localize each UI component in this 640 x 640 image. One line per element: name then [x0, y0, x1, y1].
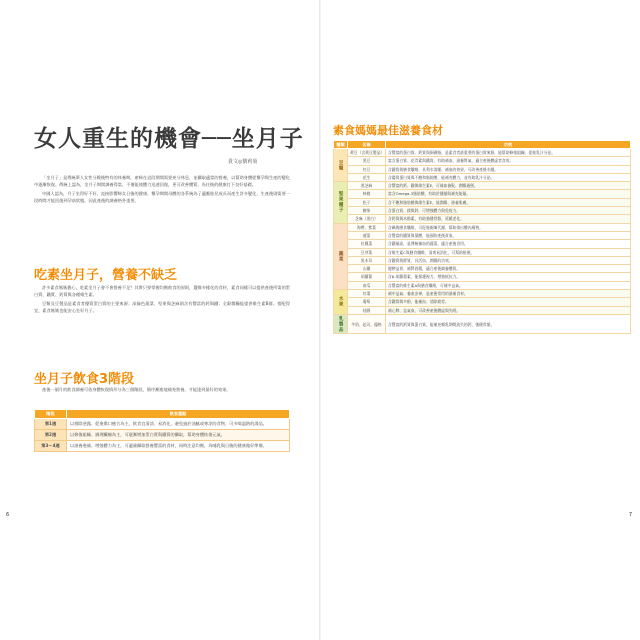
- section2-paragraph: 產後一個月的飲食調養可依身體恢復情形分為三個階段，循序漸進地補充營養，才能達到最好的效果。: [42, 387, 231, 392]
- ingredient-effect-cell: 含維生素C與膳食纖維，清爽易消化，可幫助排便。: [386, 248, 631, 256]
- section-heading-vegetarian: 吃素坐月子，營養不缺乏: [34, 268, 178, 283]
- ingredient-effect-cell: 含鐵質與膠質，具活血、潤腸的功效。: [386, 256, 631, 264]
- table-row: [334, 190, 631, 198]
- category-cell: 乳製品: [334, 314, 348, 334]
- ingredient-name-cell: 豆芽菜: [348, 248, 386, 256]
- right-page: [321, 0, 640, 640]
- category-cell: 堅果種子: [334, 182, 348, 223]
- category-cell: 豆類: [334, 149, 348, 182]
- category-cell: 蔬菜: [334, 223, 348, 289]
- ingredient-name-cell: 紅棗: [348, 290, 386, 298]
- category-col-header: 種類: [334, 141, 348, 149]
- section1-paragraph: 豆類及豆製品是素食者優質蛋白質的主要來源；深綠色蔬菜、堅果與芝麻則含有豐富的鈣與鐵；全穀雜糧能提供維生素B群。搭配得宜，素食媽媽也能安心坐好月子。: [34, 301, 290, 313]
- stage-table: [34, 409, 290, 452]
- section-heading-stages: 坐月子飲食3階段: [34, 372, 135, 387]
- table-row: [334, 290, 631, 298]
- intro-text: [34, 174, 290, 206]
- category-cell: 水果: [334, 290, 348, 315]
- table-row: [334, 182, 631, 190]
- ingredient-name-cell: 黑豆: [348, 157, 386, 165]
- ingredient-name-cell: 海帶、紫菜: [348, 223, 386, 231]
- table-row: [35, 419, 290, 430]
- focus-col-header: 飲食重點: [67, 410, 290, 419]
- desc-cell: 以排除惡露、促進傷口癒合為主，飲食宜清淡、易消化，避免過於油膩或寒涼的食物，可多喝溫熱的湯品。: [67, 419, 290, 430]
- ingredient-effect-cell: 含鐵量高，是傳統補血的蔬菜，適合產後食用。: [386, 240, 631, 248]
- ingredient-effect-cell: 富含Omega-3脂肪酸，有助於健腦與補充能量。: [386, 190, 631, 198]
- ingredient-name-cell: 花生: [348, 173, 386, 181]
- stage-col-header: 階段: [35, 410, 67, 419]
- section1-paragraph: 許多素食媽媽擔心，吃素坐月子會不會營養不足？其實只要掌握均衡飲食的原則，選擇多樣化的食材，素食同樣可以提供產後所需的蛋白質、鐵質、鈣質與各種維生素。: [34, 285, 290, 297]
- ingredient-name-cell: 桂圓: [348, 306, 386, 314]
- ingredient-effect-cell: 含豐富的鈣質與蛋白質，能補充哺乳期間流失的鈣，強健骨骼。: [386, 314, 631, 334]
- ingredient-effect-cell: 含豐富的鐵質與葉酸，能預防產後貧血。: [386, 231, 631, 239]
- ingredient-effect-cell: 含豐富的維生素A與膳食纖維，可補中益氣。: [386, 281, 631, 289]
- ingredient-name-cell: 葡萄: [348, 298, 386, 306]
- table-row: [334, 306, 631, 314]
- ingredient-effect-cell: 富含蛋白質、花青素與鐵質，有助補血、滋養腎氣，適合產後體虛者食用。: [386, 157, 631, 165]
- ingredient-name-cell: 山藥: [348, 265, 386, 273]
- ingredient-effect-cell: 含豐富的鈣、鐵與維生素E，可補血養髮、潤腸通便。: [386, 182, 631, 190]
- effect-col-header: 功效: [386, 141, 631, 149]
- stage-cell: 第3～4週: [35, 441, 67, 452]
- table-row: [334, 298, 631, 306]
- table-row: [334, 265, 631, 273]
- byline: 貴文◎劉莉菊: [228, 159, 258, 165]
- ingredient-effect-cell: 健脾益胃、補腎固精，適合產後調養體質。: [386, 265, 631, 273]
- ingredient-effect-cell: 補心脾、益氣血，可改善產後體虛與失眠。: [386, 306, 631, 314]
- ingredient-name-cell: 黃豆（含黃豆製品）: [348, 149, 386, 157]
- ingredient-effect-cell: 含β-胡蘿蔔素，能保護視力、增強抵抗力。: [386, 273, 631, 281]
- ingredient-name-cell: 紅鳳菜: [348, 240, 386, 248]
- stage-cell: 第2週: [35, 430, 67, 441]
- ingredient-name-cell: 黑芝麻: [348, 182, 386, 190]
- table-row: [35, 441, 290, 452]
- ingredient-name-cell: 松子: [348, 198, 386, 206]
- table-row: [334, 248, 631, 256]
- table-row: [35, 430, 290, 441]
- table-row: [334, 281, 631, 289]
- intro-paragraph: 中國人認為，月子坐得好不好，直接影響婦女日後的健康。懷孕期間母體的各系統為了適應胎兒成長而產生許多變化，生產後則需要一段時間才能回復到孕前狀態，因此產後的調養格外重要。: [34, 191, 290, 203]
- stage-cell: 第1週: [35, 419, 67, 430]
- ingredient-effect-cell: 含鐵質與多酚，能補血、消除疲勞。: [386, 298, 631, 306]
- table-row: [334, 157, 631, 165]
- ingredient-effect-cell: 含優質蛋白質與不飽和脂肪酸，能補充體力，並有助乳汁分泌。: [386, 173, 631, 181]
- ingredient-effect-cell: 含蛋白質、鎂與鋅，可增強體力與免疫力。: [386, 207, 631, 215]
- table-row: [334, 173, 631, 181]
- ingredient-name-cell: 紅豆: [348, 165, 386, 173]
- ingredients-table: [333, 140, 631, 334]
- ingredient-name-cell: 腰果: [348, 207, 386, 215]
- ingredient-name-cell: 牛奶、起司、優格: [348, 314, 386, 334]
- ingredient-effect-cell: 含碘與膳食纖維，可促進新陳代謝、幫助排出體內廢物。: [386, 223, 631, 231]
- ingredient-effect-cell: 含鈣質與木酚素，有助強健骨骼、延緩老化。: [386, 215, 631, 223]
- table-row: [334, 207, 631, 215]
- ingredient-name-cell: 黑木耳: [348, 256, 386, 264]
- page-number-left: 6: [6, 512, 10, 518]
- page-title: 女人重生的機會──坐月子: [34, 125, 304, 152]
- ingredient-effect-cell: 補中益氣、養血安神，是產後常用的滋補食材。: [386, 290, 631, 298]
- ingredient-name-cell: 南瓜: [348, 281, 386, 289]
- table-row: [334, 273, 631, 281]
- section1-text: [34, 284, 290, 316]
- table-row: [334, 231, 631, 239]
- ingredient-name-cell: 菠菜: [348, 231, 386, 239]
- table-row: [334, 215, 631, 223]
- section2-text: [34, 386, 290, 395]
- ingredient-name-cell: 芝麻（黑白）: [348, 215, 386, 223]
- table-row: [334, 240, 631, 248]
- desc-cell: 以修復組織、調理臟腑為主，可逐漸增加蛋白質與鐵質的攝取，幫助身體恢復元氣。: [67, 430, 290, 441]
- ingredients-heading: 素食媽媽最佳滋養食材: [333, 124, 443, 137]
- table-row: [334, 149, 631, 157]
- page-number-right: 7: [628, 512, 632, 518]
- table-row: [334, 256, 631, 264]
- name-col-header: 名稱: [348, 141, 386, 149]
- ingredient-name-cell: 核桃: [348, 190, 386, 198]
- table-row: [334, 198, 631, 206]
- ingredient-effect-cell: 含不飽和脂肪酸與維生素E，能潤腸、滋養肌膚。: [386, 198, 631, 206]
- desc-cell: 以滋養進補、增強體力為主，可適量攝取營養豐富的食材，同時注意均衡，為哺乳與日後的健康做好準備。: [67, 441, 290, 452]
- table-row: [334, 314, 631, 334]
- ingredient-effect-cell: 含豐富的蛋白質、鈣質與卵磷脂，是素食者最重要的蛋白質來源，能幫助修復組織、促進乳汁分泌。: [386, 149, 631, 157]
- table-row: [334, 223, 631, 231]
- ingredient-effect-cell: 含鐵質與膳食纖維，具利水消腫、補血的效果，可改善產後水腫。: [386, 165, 631, 173]
- ingredient-name-cell: 胡蘿蔔: [348, 273, 386, 281]
- table-row: [334, 165, 631, 173]
- intro-paragraph: 「坐月子」是傳統華人女性分娩後特有的休養期。產婦在這段期間需要充分休息，並攝取適當的營養，以幫助身體從懷孕與生產的變化中逐漸恢復。傳統上認為，坐月子期間調養得當，不僅能使體力迅速回復，更可改善體質，為往後的健康打下良好基礎。: [34, 175, 290, 187]
- ingredients-body: [334, 149, 631, 334]
